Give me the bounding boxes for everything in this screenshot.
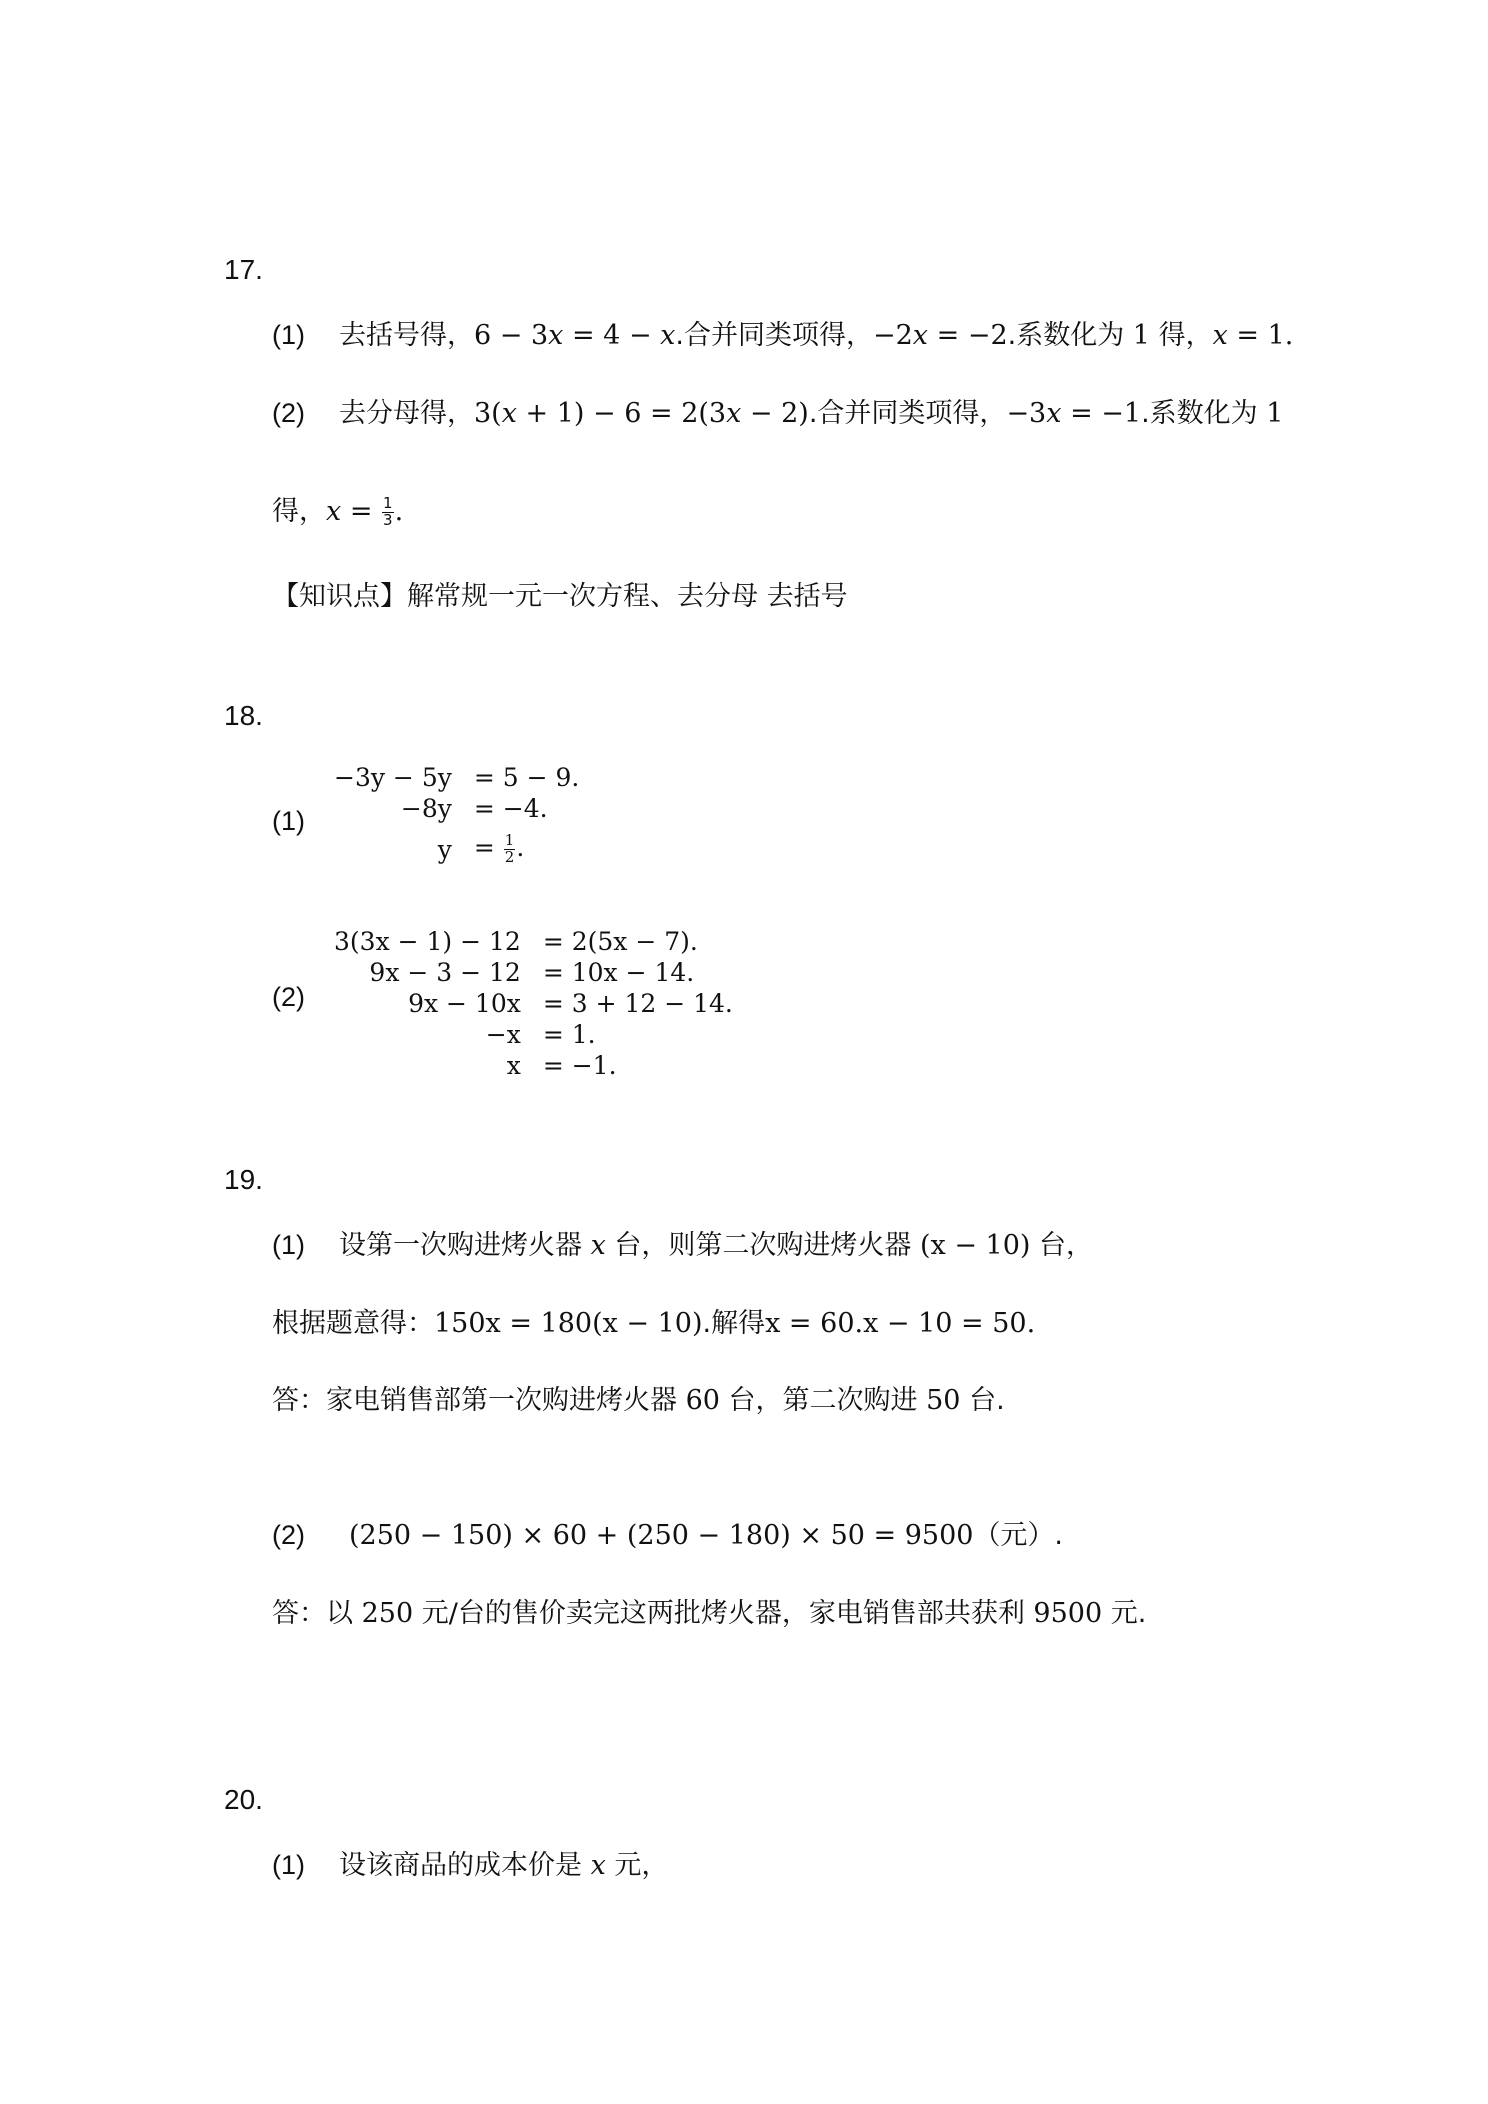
- part-label: (1): [272, 320, 305, 350]
- math: 150x = 180(x − 10): [434, 1308, 703, 1339]
- text: .解得: [702, 1308, 766, 1339]
- text: 台，第二次购进: [719, 1385, 927, 1416]
- part-label: (2): [272, 398, 305, 428]
- fraction: [504, 833, 516, 866]
- text: 得，: [1149, 320, 1213, 351]
- q17-part2: [272, 400, 1283, 427]
- question-number: 20.: [224, 1784, 263, 1815]
- math: = 4 −: [563, 320, 661, 351]
- q17-part1: [272, 322, 1293, 349]
- part-label: (1): [272, 806, 305, 836]
- number: 1: [1132, 320, 1150, 351]
- text: 台.: [960, 1385, 1005, 1416]
- text: 元，: [605, 1850, 669, 1881]
- math-var: x: [726, 398, 742, 429]
- math-var: x: [1046, 398, 1062, 429]
- math: =: [341, 495, 382, 527]
- math: =: [473, 833, 503, 863]
- equation-rhs: = 3 + 12 − 14.: [542, 989, 733, 1018]
- text: 去括号得，: [339, 320, 474, 351]
- part-label: (1): [272, 1230, 305, 1260]
- number: 9500: [1033, 1598, 1103, 1629]
- equation-row: [334, 1050, 733, 1081]
- equation-lhs: 9x − 3 − 12: [369, 958, 521, 987]
- equation-lhs: −x: [485, 1020, 521, 1049]
- equation-row: [334, 1019, 733, 1050]
- number: 1: [1266, 398, 1284, 429]
- text: 去分母得，: [339, 398, 474, 429]
- text: 台，则第二次购进烤火器: [605, 1230, 920, 1261]
- math: = −1: [1061, 398, 1142, 429]
- math: = −2: [928, 320, 1008, 351]
- number: 60: [685, 1385, 720, 1416]
- question-number: 19.: [224, 1164, 263, 1195]
- fraction-numerator: 1: [383, 494, 393, 512]
- text: 设第一次购进烤火器: [339, 1230, 591, 1261]
- text: （元）.: [973, 1520, 1064, 1551]
- math-var: x: [1212, 320, 1228, 351]
- equation-lhs: −8y: [400, 794, 452, 823]
- equation-row: [334, 926, 733, 957]
- equation-rhs: = 1.: [542, 1020, 596, 1049]
- q19-part2-answer: [272, 1600, 1146, 1627]
- math: −2: [872, 320, 913, 351]
- equation-rhs: [474, 824, 580, 874]
- q19-part2: [272, 1522, 1063, 1549]
- number: 250: [361, 1598, 414, 1629]
- equation-row: [334, 988, 733, 1019]
- text: 设该商品的成本价是: [339, 1850, 591, 1881]
- equation-row: [334, 762, 579, 793]
- math: .: [516, 833, 525, 863]
- text: 答：以: [272, 1598, 362, 1629]
- math: (250 − 150) × 60 + (250 − 180) × 50 = 9500: [349, 1520, 974, 1551]
- math: x = 60.x − 10 = 50.: [765, 1308, 1036, 1339]
- text: 元.: [1102, 1598, 1147, 1629]
- math: 3(: [474, 398, 502, 429]
- part-label: (2): [272, 1520, 305, 1550]
- question-number: 17.: [224, 254, 263, 285]
- number: 50: [926, 1385, 961, 1416]
- text: 根据题意得：: [272, 1308, 434, 1339]
- question-number: 18.: [224, 700, 263, 731]
- math: + 1) − 6 = 2(3: [516, 398, 727, 429]
- math: −3: [1006, 398, 1047, 429]
- equation-lhs: x: [506, 1051, 521, 1080]
- math-var: x: [590, 1230, 606, 1261]
- text: .系数化为: [1141, 398, 1267, 429]
- q19-part1-answer: [272, 1387, 1005, 1414]
- text: .系数化为: [1007, 320, 1133, 351]
- part-label: (1): [272, 1850, 305, 1880]
- equation-rhs: = −4.: [473, 794, 548, 823]
- knowledge-point: 【知识点】解常规一元一次方程、去分母 去括号: [272, 581, 848, 612]
- q19-part1-line1: [272, 1232, 1093, 1259]
- equation-block: [334, 926, 733, 1081]
- text: .合并同类项得，: [808, 398, 1007, 429]
- equation-lhs: y: [437, 834, 452, 864]
- equation-rhs: = −1.: [542, 1051, 617, 1080]
- q17-part2-line2: [272, 496, 403, 529]
- text: .合并同类项得，: [675, 320, 873, 351]
- math-var: x: [501, 398, 517, 429]
- fraction-numerator: 1: [504, 831, 515, 850]
- equation-lhs: 9x − 10x: [408, 989, 521, 1018]
- math-var: x: [326, 495, 342, 527]
- math-var: x: [912, 320, 929, 351]
- equation-rhs: = 5 − 9.: [473, 763, 580, 792]
- math: = 1.: [1227, 320, 1294, 351]
- part-label: (2): [272, 982, 305, 1012]
- equation-block: [334, 762, 579, 874]
- text: 答：家电销售部第一次购进烤火器: [272, 1385, 686, 1416]
- equation-row: [334, 793, 579, 824]
- math-var: x: [548, 320, 564, 351]
- math: − 2): [741, 398, 809, 429]
- math-var: x: [590, 1850, 606, 1881]
- q20-part1: [272, 1852, 668, 1879]
- fraction-denominator: 3: [383, 510, 393, 529]
- text: 台，: [1030, 1230, 1094, 1261]
- equation-row: [334, 824, 579, 874]
- math: .: [394, 495, 404, 527]
- math: (x − 10): [920, 1230, 1031, 1261]
- equation-lhs: −3y − 5y: [334, 763, 452, 792]
- fraction: [382, 496, 394, 529]
- equation-row: [334, 957, 733, 988]
- fraction-denominator: 2: [504, 848, 515, 867]
- text: 元/台的售价卖完这两批烤火器，家电销售部共获利: [413, 1598, 1034, 1629]
- equation-rhs: = 2(5x − 7).: [542, 927, 698, 956]
- equation-rhs: = 10x − 14.: [542, 958, 695, 987]
- q19-part1-line2: [272, 1310, 1035, 1337]
- text: 得，: [272, 495, 326, 527]
- math: 6 − 3: [474, 320, 549, 351]
- math-var: x: [660, 320, 676, 351]
- equation-lhs: 3(3x − 1) − 12: [334, 927, 521, 956]
